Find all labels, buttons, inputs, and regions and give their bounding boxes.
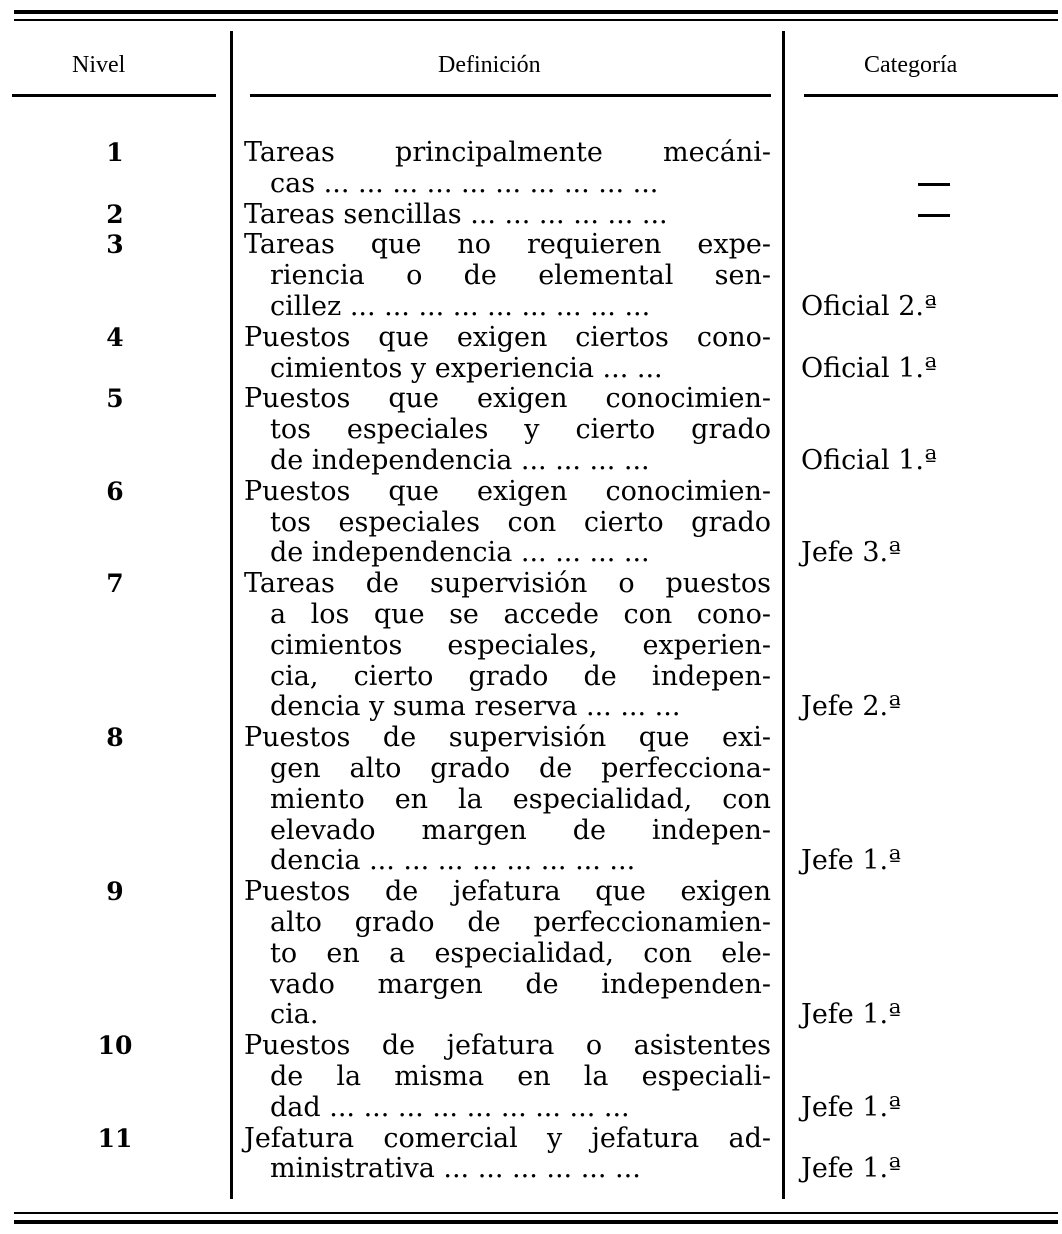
categoria-cell: Jefe 2.ª bbox=[801, 691, 901, 723]
nivel-cell: 6 bbox=[106, 476, 124, 506]
definicion-line: Puestos de supervisión que exi- bbox=[244, 722, 771, 754]
definicion-line: dencia ... ... ... ... ... ... ... ... bbox=[270, 845, 636, 877]
categoria-dash bbox=[918, 214, 950, 217]
definicion-line: gen alto grado de perfecciona- bbox=[270, 752, 771, 784]
top-rule-thin bbox=[14, 19, 1058, 21]
definicion-cell bbox=[244, 384, 771, 476]
categoria-cell: Jefe 1.ª bbox=[801, 1153, 901, 1185]
header-categoria: Categoría bbox=[864, 52, 958, 78]
definicion-line: de independencia ... ... ... ... bbox=[270, 444, 650, 476]
categoria-cell: Oficial 1.ª bbox=[801, 444, 937, 476]
definicion-line: cia, cierto grado de indepen- bbox=[270, 660, 771, 692]
definicion-line: dad ... ... ... ... ... ... ... ... ... bbox=[270, 1091, 630, 1123]
definicion-line: tos especiales y cierto grado bbox=[270, 414, 771, 446]
definicion-line: vado margen de independen- bbox=[270, 968, 771, 1000]
definicion-line: Puestos que exigen conocimien- bbox=[244, 383, 771, 415]
categoria-dash bbox=[918, 183, 950, 186]
definicion-cell bbox=[244, 230, 771, 322]
header-underline-definicion bbox=[250, 94, 771, 97]
header-underline-categoria bbox=[804, 94, 1058, 97]
nivel-cell: 5 bbox=[106, 384, 124, 414]
definicion-line: Tareas que no requieren expe- bbox=[244, 229, 771, 261]
column-divider-right bbox=[782, 31, 785, 1199]
categoria-cell: Jefe 1.ª bbox=[801, 1091, 901, 1123]
nivel-cell: 8 bbox=[106, 723, 124, 753]
definicion-line: dencia y suma reserva ... ... ... bbox=[270, 691, 681, 723]
definicion-line: tos especiales con cierto grado bbox=[270, 506, 771, 538]
definicion-line: cas ... ... ... ... ... ... ... ... ... ... bbox=[270, 167, 659, 199]
definicion-line: Tareas sencillas ... ... ... ... ... ... bbox=[244, 198, 668, 230]
definicion-line: Tareas principalmente mecáni- bbox=[244, 137, 771, 168]
header-underline-nivel bbox=[12, 94, 216, 97]
nivel-cell: 11 bbox=[97, 1123, 133, 1153]
categoria-cell: Oficial 1.ª bbox=[801, 352, 937, 384]
definicion-line: cillez ... ... ... ... ... ... ... ... ... bbox=[270, 290, 651, 322]
categoria-cell: Jefe 1.ª bbox=[801, 999, 901, 1031]
column-divider-left bbox=[230, 31, 233, 1199]
definicion-line: cia. bbox=[270, 999, 319, 1031]
definicion-line: Jefatura comercial y jefatura ad- bbox=[244, 1122, 771, 1154]
nivel-cell: 2 bbox=[106, 199, 124, 229]
definicion-line: miento en la especialidad, con bbox=[270, 783, 771, 815]
categoria-cell: Oficial 2.ª bbox=[801, 290, 937, 322]
definicion-cell bbox=[244, 1031, 771, 1123]
nivel-cell: 10 bbox=[97, 1031, 133, 1061]
nivel-cell: 1 bbox=[106, 138, 124, 167]
definicion-cell bbox=[244, 1124, 771, 1186]
definicion-line: elevado margen de indepen- bbox=[270, 814, 771, 846]
categoria-cell: Jefe 1.ª bbox=[801, 845, 901, 877]
definicion-line: Puestos de jefatura que exigen bbox=[244, 876, 771, 908]
header-nivel: Nivel bbox=[72, 52, 126, 78]
definicion-line: riencia o de elemental sen- bbox=[270, 260, 771, 292]
top-rule-thick bbox=[14, 10, 1058, 14]
bottom-rule-thin bbox=[14, 1212, 1058, 1214]
nivel-cell: 7 bbox=[106, 569, 124, 599]
definicion-cell bbox=[244, 569, 771, 723]
nivel-cell: 3 bbox=[106, 230, 124, 260]
definicion-line: alto grado de perfeccionamien- bbox=[270, 906, 771, 938]
definicion-cell bbox=[244, 138, 771, 200]
definicion-cell bbox=[244, 200, 771, 231]
definicion-line: Puestos que exigen ciertos cono- bbox=[244, 321, 771, 353]
header-definicion: Definición bbox=[438, 52, 541, 78]
definicion-line: to en a especialidad, con ele- bbox=[270, 937, 771, 969]
nivel-cell: 4 bbox=[106, 322, 124, 352]
definicion-line: cimientos y experiencia ... ... bbox=[270, 352, 663, 384]
definicion-line: de la misma en la especiali- bbox=[270, 1060, 771, 1092]
nivel-cell: 9 bbox=[106, 877, 124, 907]
definicion-cell bbox=[244, 877, 771, 1031]
definicion-line: de independencia ... ... ... ... bbox=[270, 537, 650, 569]
definicion-cell bbox=[244, 477, 771, 569]
categoria-cell: Jefe 3.ª bbox=[801, 537, 901, 569]
bottom-rule-thick bbox=[14, 1220, 1058, 1224]
definicion-cell bbox=[244, 723, 771, 877]
definicion-line: a los que se accede con cono- bbox=[270, 598, 771, 630]
definicion-line: Tareas de supervisión o puestos bbox=[244, 568, 771, 600]
definicion-cell bbox=[244, 323, 771, 385]
definicion-line: ministrativa ... ... ... ... ... ... bbox=[270, 1153, 641, 1185]
definicion-line: Puestos de jefatura o asistentes bbox=[244, 1030, 771, 1062]
definicion-line: Puestos que exigen conocimien- bbox=[244, 475, 771, 507]
definicion-line: cimientos especiales, experien- bbox=[270, 629, 771, 661]
